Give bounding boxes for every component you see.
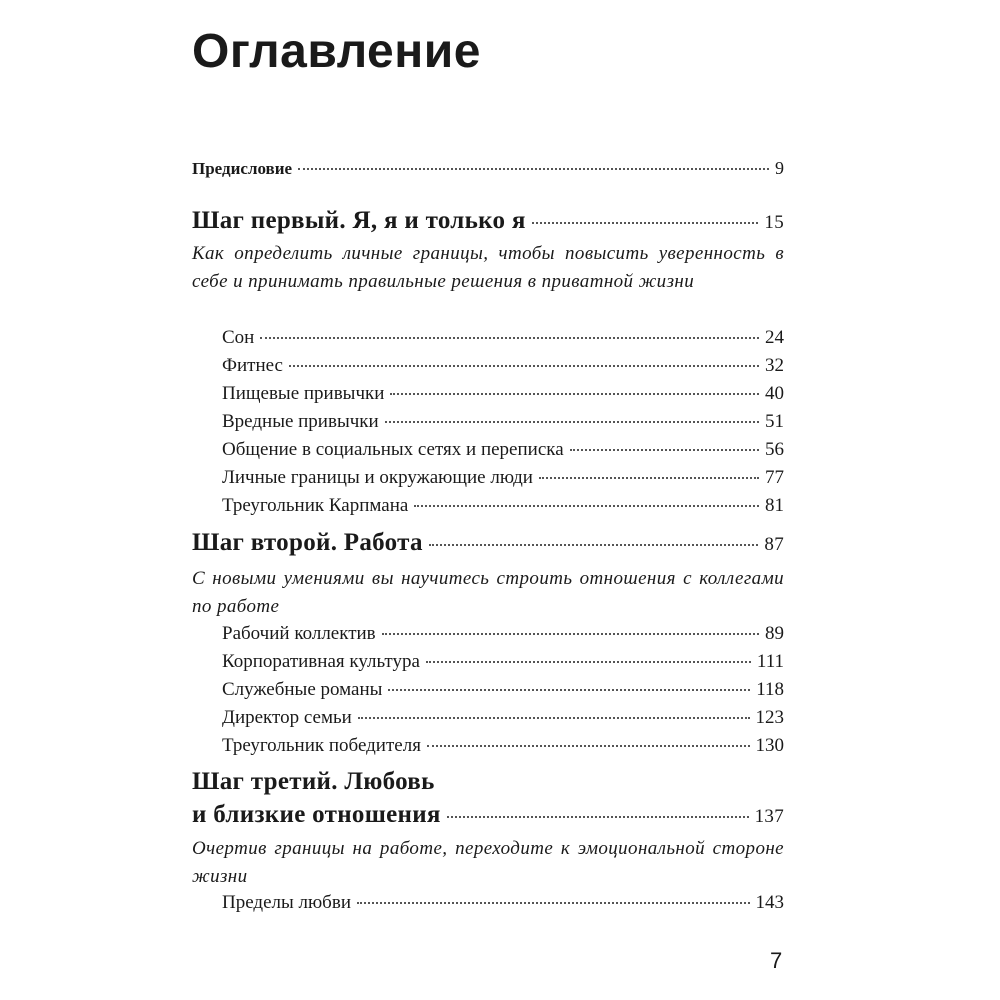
toc-entry[interactable] — [222, 495, 784, 517]
leader-dots — [390, 393, 759, 395]
leader-dots — [426, 661, 751, 663]
toc-entry[interactable] — [222, 892, 784, 914]
chapter-page: 137 — [754, 806, 784, 827]
leader-dots — [260, 337, 759, 339]
leader-dots — [429, 544, 759, 546]
chapter-title-line-2: и близкие отношения — [192, 801, 441, 828]
toc-entry[interactable] — [222, 467, 784, 489]
chapter-title-line-1[interactable]: Шаг третий. Любовь — [192, 768, 435, 795]
toc-entry-page: 111 — [756, 651, 784, 672]
chapter-intro: С новыми умениями вы научитесь строить отношения с коллегами по работе — [192, 568, 784, 617]
toc-entry-label: Рабочий коллектив — [222, 623, 376, 644]
chapter-title: Шаг второй. Работа — [192, 529, 423, 556]
toc-entry-page: 40 — [765, 383, 784, 404]
chapter-title: Шаг первый. Я, я и только я — [192, 207, 526, 234]
toc-entry-label: Сон — [222, 327, 255, 348]
toc-entry-label: Общение в социальных сетях и переписка — [222, 439, 564, 460]
leader-dots — [414, 505, 759, 507]
leader-dots — [388, 689, 750, 691]
toc-entry-label: Корпоративная культура — [222, 651, 420, 672]
leader-dots — [298, 168, 769, 170]
leader-dots — [358, 717, 750, 719]
toc-chapter-step-2[interactable] — [192, 529, 784, 557]
chapter-intro: Как определить личные границы, чтобы повысить уверенность в себе и принимать правильные решения в приватной жизни — [192, 243, 784, 292]
leader-dots — [357, 902, 750, 904]
toc-entry-page: 77 — [765, 467, 784, 488]
toc-entry-page: 32 — [765, 355, 784, 376]
toc-entry-label: Служебные романы — [222, 679, 383, 700]
toc-entry-label: Личные границы и окружающие люди — [222, 467, 533, 488]
toc-entry-label: Пределы любви — [222, 892, 351, 913]
toc-entry-label: Предисловие — [192, 159, 293, 178]
page-number: 7 — [770, 948, 783, 973]
chapter-page: 87 — [764, 534, 784, 555]
leader-dots — [289, 365, 759, 367]
toc-entry-page: 9 — [775, 158, 784, 178]
leader-dots — [447, 816, 749, 818]
toc-entry-page: 89 — [765, 623, 784, 644]
leader-dots — [532, 222, 759, 224]
toc-entry-label: Вредные привычки — [222, 411, 379, 432]
toc-entry[interactable] — [222, 651, 784, 673]
toc-entry[interactable] — [222, 383, 784, 405]
toc-entry-page: 118 — [756, 679, 784, 700]
toc-entry[interactable] — [222, 707, 784, 729]
toc-chapter-step-3[interactable] — [192, 801, 784, 829]
toc-entry-page: 24 — [765, 327, 784, 348]
toc-entry[interactable] — [222, 439, 784, 461]
page-title: Оглавление — [192, 25, 481, 78]
toc-entry-page: 143 — [755, 892, 784, 913]
leader-dots — [382, 633, 759, 635]
toc-entry[interactable] — [222, 411, 784, 433]
toc-chapter-step-1[interactable] — [192, 207, 784, 235]
toc-entry-label: Фитнес — [222, 355, 283, 376]
toc-entry-preface[interactable] — [192, 158, 784, 179]
toc-entry-page: 51 — [765, 411, 784, 432]
toc-entry-page: 56 — [765, 439, 784, 460]
toc-entry[interactable] — [222, 735, 784, 757]
toc-entry[interactable] — [222, 355, 784, 377]
leader-dots — [539, 477, 759, 479]
toc-entry[interactable] — [222, 623, 784, 645]
toc-entry-page: 81 — [765, 495, 784, 516]
toc-entry-label: Директор семьи — [222, 707, 352, 728]
chapter-page: 15 — [764, 212, 784, 233]
leader-dots — [427, 745, 750, 747]
toc-entry-label: Пищевые привычки — [222, 383, 385, 404]
toc-entry-label: Треугольник Карпмана — [222, 495, 409, 516]
chapter-intro: Очертив границы на работе, переходите к эмоциональной стороне жизни — [192, 838, 784, 887]
toc-entry-label: Треугольник победителя — [222, 735, 421, 756]
toc-entry-page: 130 — [755, 735, 784, 756]
toc-entry-page: 123 — [755, 707, 784, 728]
leader-dots — [570, 449, 759, 451]
leader-dots — [385, 421, 759, 423]
toc-entry[interactable] — [222, 679, 784, 701]
toc-entry[interactable] — [222, 327, 784, 349]
